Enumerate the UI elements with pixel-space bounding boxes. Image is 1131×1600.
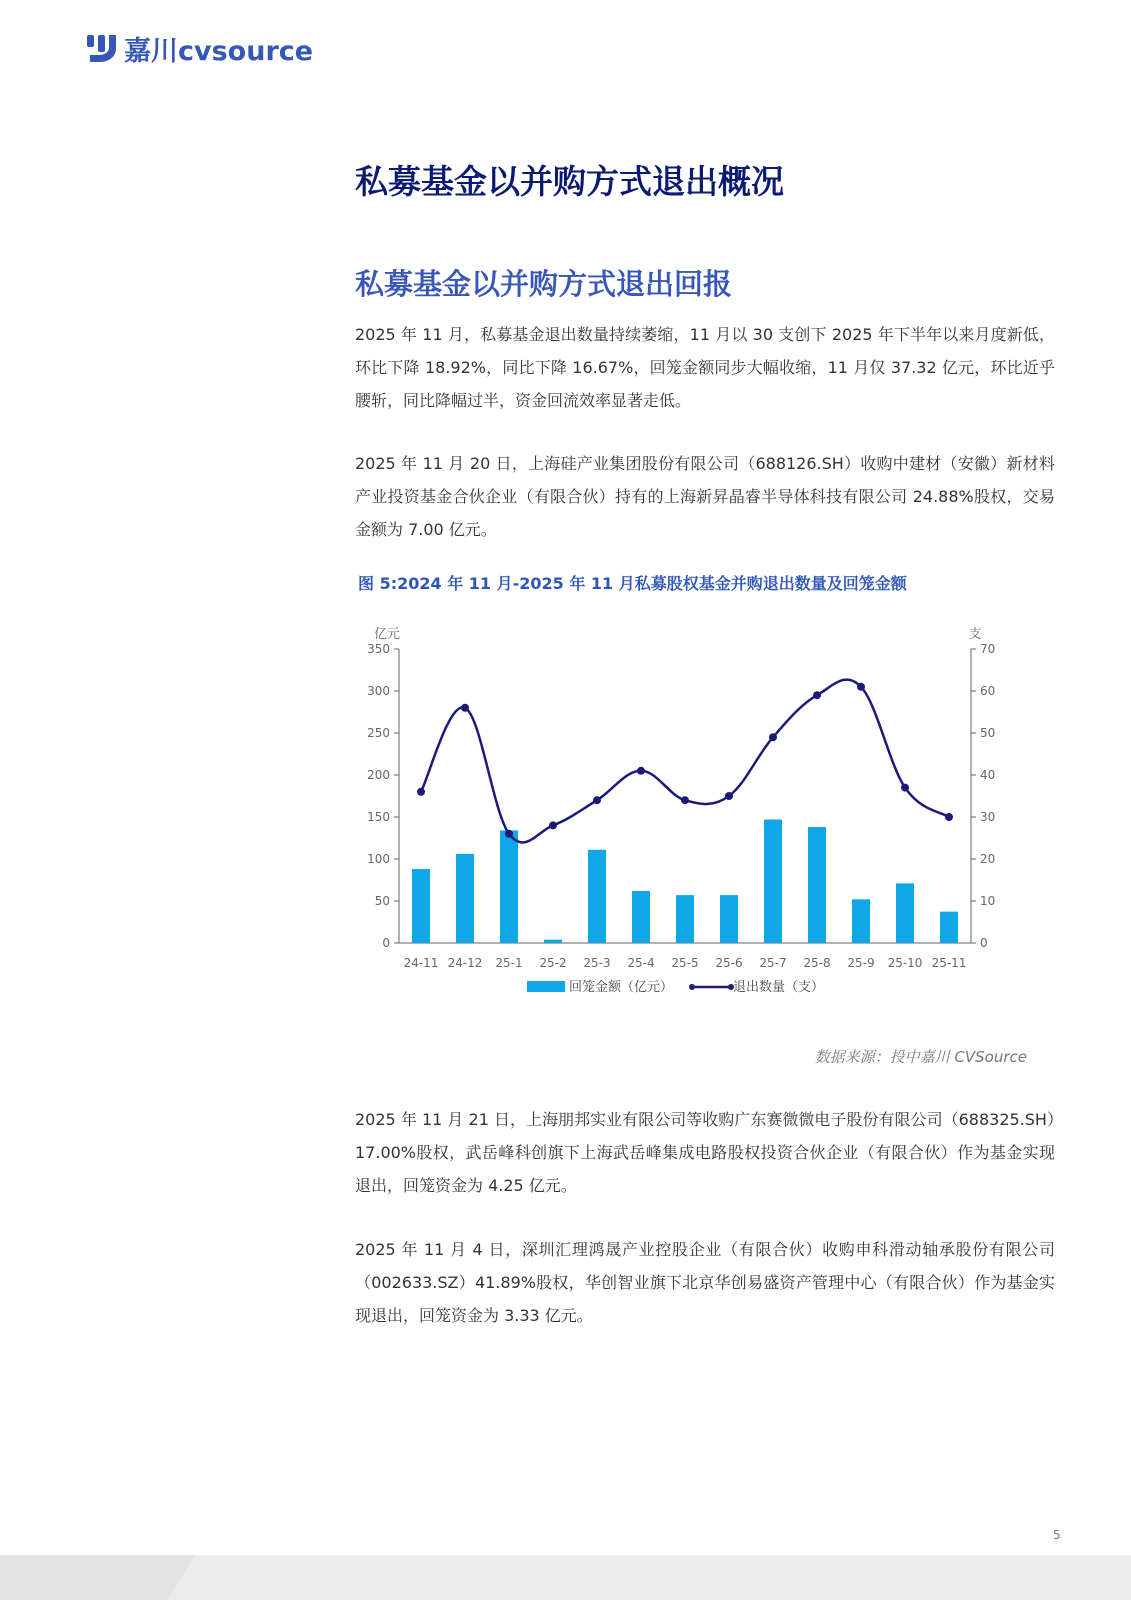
- point-25-8: [813, 691, 821, 699]
- x-tick-label: 25-4: [627, 956, 655, 970]
- x-tick-label: 24-12: [447, 956, 483, 970]
- right-tick-label: 50: [980, 726, 996, 740]
- point-24-12: [461, 704, 469, 712]
- bar-25-9: [852, 899, 870, 943]
- right-tick-label: 0: [980, 936, 988, 950]
- right-tick-label: 40: [980, 768, 996, 782]
- right-tick-label: 70: [980, 642, 996, 656]
- page-number: 5: [1053, 1528, 1061, 1542]
- paragraph-deal-2: 2025 年 11 月 21 日，上海朋邦实业有限公司等收购广东赛微微电子股份有限公司（688325.SH）17.00%股权，武岳峰科创旗下上海武岳峰集成电路股权投资合伙企业（有限合伙）作为基金实现退出，回笼资金为 4.25 亿元。: [355, 1110, 1055, 1195]
- right-tick-label: 20: [980, 852, 996, 866]
- point-25-6: [725, 792, 733, 800]
- legend-bar-swatch: [527, 981, 565, 992]
- x-tick-label: 25-1: [495, 956, 523, 970]
- point-25-4: [637, 767, 645, 775]
- point-25-7: [769, 733, 777, 741]
- legend-bar-label: 回笼金额（亿元）: [569, 980, 674, 995]
- paragraph-overview: 2025 年 11 月，私募基金退出数量持续萎缩，11 月以 30 支创下 2025 年下半年以来月度新低，环比下降 18.92%，同比下降 16.67%，回笼金额同步大幅收缩，11 月仅 37.32 亿元，环比近乎腰斩，同比降幅过半，资金回流效率显著走低。: [355, 325, 1055, 410]
- x-tick-label: 25-3: [583, 956, 611, 970]
- legend-line-label: 退出数量（支）: [733, 980, 825, 995]
- bar-25-10: [896, 883, 914, 943]
- x-tick-label: 25-6: [715, 956, 743, 970]
- paragraph-deal-3: 2025 年 11 月 4 日，深圳汇理鸿晟产业控股企业（有限合伙）收购申科滑动轴承股份有限公司（002633.SZ）41.89%股权，华创智业旗下北京华创易盛资产管理中心（有限合伙）作为基金实现退出，回笼资金为 3.33 亿元。: [355, 1240, 1055, 1325]
- left-tick-label: 0: [382, 936, 390, 950]
- point-25-5: [681, 796, 689, 804]
- point-25-3: [593, 796, 601, 804]
- x-tick-label: 25-11: [931, 956, 967, 970]
- left-axis-unit: 亿元: [373, 627, 401, 642]
- bar-25-11: [940, 912, 958, 943]
- paragraph-deal-1: 2025 年 11 月 20 日，上海硅产业集团股份有限公司（688126.SH）收购中建材（安徽）新材料产业投资基金合伙企业（有限合伙）持有的上海新昇晶睿半导体科技有限公司 24.88%股权，交易金额为 7.00 亿元。: [355, 454, 1055, 539]
- point-25-9: [857, 683, 865, 691]
- point-25-11: [945, 813, 953, 821]
- x-tick-label: 24-11: [403, 956, 439, 970]
- point-24-11: [417, 788, 425, 796]
- bar-25-7: [764, 820, 782, 943]
- x-tick-label: 25-8: [803, 956, 831, 970]
- x-tick-label: 25-5: [671, 956, 699, 970]
- bar-24-12: [456, 854, 474, 943]
- section-title: 私募基金以并购方式退出概况: [355, 162, 784, 201]
- legend-line-marker-left: [689, 984, 695, 990]
- brand-logo-icon: [86, 32, 120, 64]
- left-tick-label: 300: [367, 684, 390, 698]
- left-tick-label: 100: [367, 852, 390, 866]
- brand-logo-text: 嘉川cvsource: [124, 35, 314, 67]
- point-25-2: [549, 821, 557, 829]
- right-tick-label: 10: [980, 894, 996, 908]
- bar-25-3: [588, 850, 606, 943]
- right-axis-unit: 支: [968, 627, 982, 642]
- footer-accent: [0, 1555, 195, 1600]
- bar-24-11: [412, 869, 430, 943]
- left-tick-label: 350: [367, 642, 390, 656]
- left-tick-label: 50: [374, 894, 390, 908]
- brand-logo: [86, 30, 313, 66]
- exit-count-line: [421, 680, 949, 843]
- right-tick-label: 30: [980, 810, 996, 824]
- bar-25-6: [720, 895, 738, 943]
- left-tick-label: 150: [367, 810, 390, 824]
- figure-caption: 图 5:2024 年 11 月-2025 年 11 月私募股权基金并购退出数量及回笼金额: [358, 574, 907, 593]
- x-tick-label: 25-10: [887, 956, 923, 970]
- bar-25-2: [544, 940, 562, 943]
- x-tick-label: 25-7: [759, 956, 787, 970]
- bar-25-4: [632, 891, 650, 943]
- left-tick-label: 250: [367, 726, 390, 740]
- bar-25-1: [500, 830, 518, 943]
- x-tick-label: 25-9: [847, 956, 875, 970]
- source-note: 数据来源：投中嘉川 CVSource: [814, 1048, 1027, 1066]
- right-tick-label: 60: [980, 684, 996, 698]
- left-tick-label: 200: [367, 768, 390, 782]
- bar-25-5: [676, 895, 694, 943]
- sub-title: 私募基金以并购方式退出回报: [355, 267, 733, 301]
- x-tick-label: 25-2: [539, 956, 567, 970]
- point-25-1: [505, 830, 513, 838]
- point-25-10: [901, 784, 909, 792]
- bar-25-8: [808, 827, 826, 943]
- exit-chart: [355, 625, 1015, 1020]
